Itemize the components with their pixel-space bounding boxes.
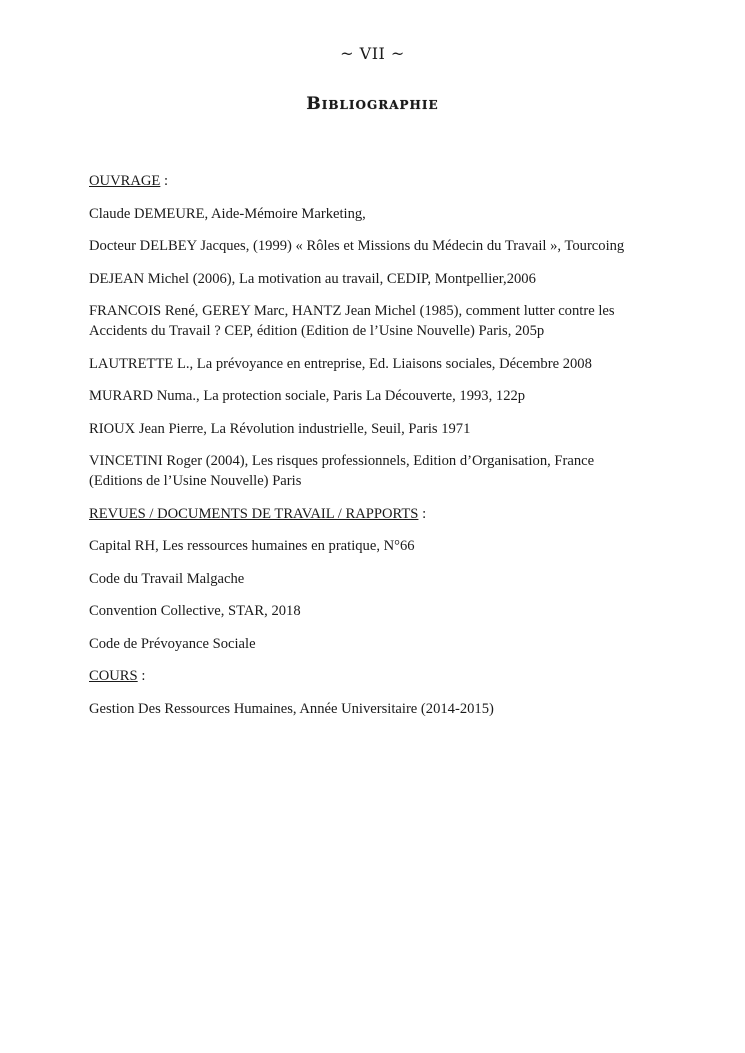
section-heading-label: REVUES / DOCUMENTS DE TRAVAIL / RAPPORTS bbox=[89, 505, 419, 522]
section-heading-suffix: : bbox=[137, 668, 146, 684]
section-heading-label: OUVRAGE bbox=[89, 173, 161, 189]
section-heading-suffix: : bbox=[160, 173, 169, 189]
bibliography-entry: Code de Prévoyance Sociale bbox=[89, 635, 256, 652]
bibliography-entry: Capital RH, Les ressources humaines en pratique, N°66 bbox=[89, 538, 415, 554]
section-heading-ouvrage bbox=[89, 171, 649, 191]
bibliography-entry: Docteur DELBEY Jacques, (1999) « Rôles et Missions du Médecin du Travail », Tourcoing bbox=[89, 238, 625, 254]
page-title: Bibliographie bbox=[306, 94, 439, 114]
bibliography-entry: DEJEAN Michel (2006), La motivation au travail, CEDIP, Montpellier,2006 bbox=[89, 270, 536, 287]
bibliography-entry: VINCETINI Roger (2004), Les risques professionnels, Edition d’Organisation, France (Editions de l’Usine Nouvelle) Paris bbox=[89, 453, 595, 489]
bibliography-entry: MURARD Numa., La protection sociale, Paris La Découverte, 1993, 122p bbox=[89, 388, 526, 404]
page-number: ~ VII ~ bbox=[340, 44, 405, 63]
bibliography-entry: FRANCOIS René, GEREY Marc, HANTZ Jean Michel (1985), comment lutter contre les Accidents du Travail ? CEP, édition (Edition de l’Usine Nouvelle) Paris, 205p bbox=[89, 303, 615, 339]
bibliography-entry: Code du Travail Malgache bbox=[89, 570, 245, 587]
bibliography-entry: RIOUX Jean Pierre, La Révolution industrielle, Seuil, Paris 1971 bbox=[89, 420, 471, 437]
section-heading-revues bbox=[89, 504, 649, 524]
bibliography-entry: Claude DEMEURE, Aide-Mémoire Marketing, bbox=[89, 205, 366, 222]
bibliography-entry: Gestion Des Ressources Humaines, Année Universitaire (2014-2015) bbox=[89, 700, 494, 717]
section-heading-cours bbox=[89, 666, 649, 686]
section-heading-suffix: : bbox=[418, 505, 427, 522]
section-heading-label: COURS bbox=[89, 668, 138, 684]
bibliography-content bbox=[89, 171, 649, 731]
bibliography-entry: Convention Collective, STAR, 2018 bbox=[89, 603, 301, 619]
bibliography-entry: LAUTRETTE L., La prévoyance en entreprise, Ed. Liaisons sociales, Décembre 2008 bbox=[89, 355, 592, 372]
